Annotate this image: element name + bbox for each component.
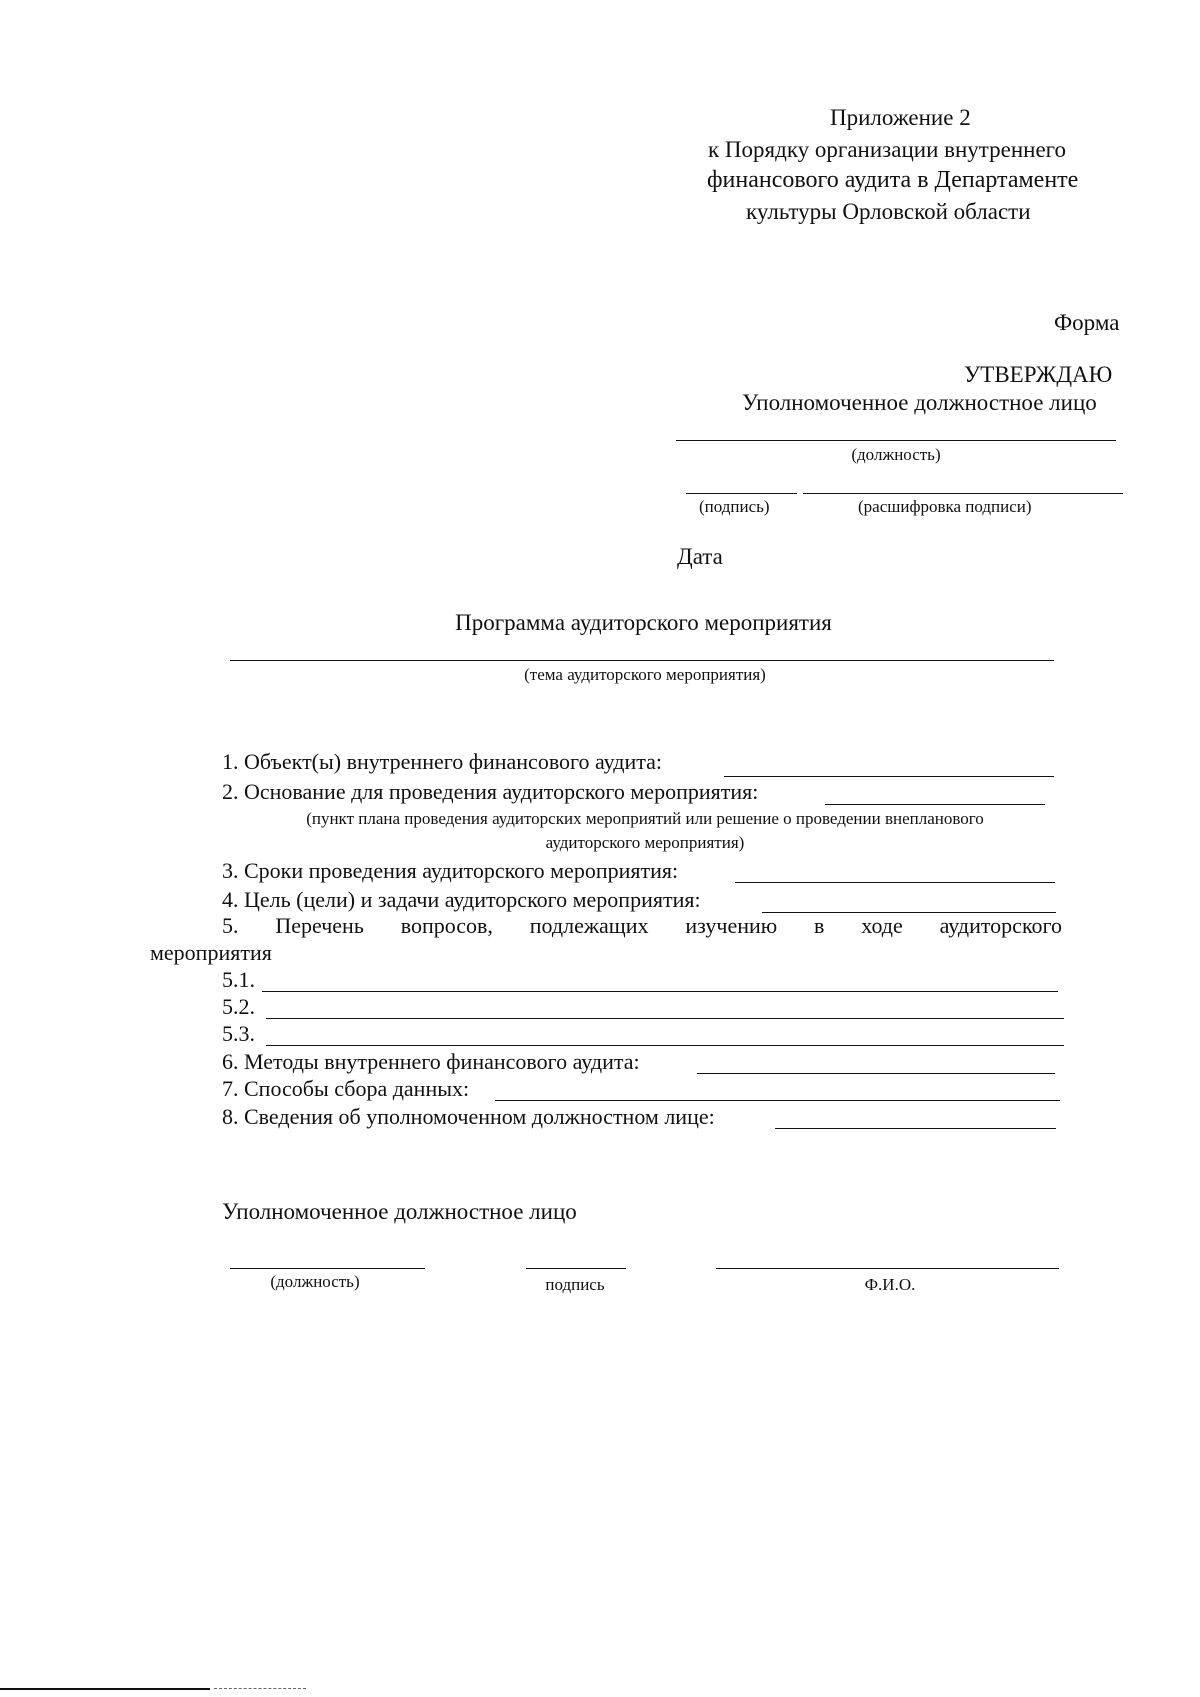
- date-label: Дата: [677, 544, 723, 569]
- appendix-reference-line: финансового аудита в Департаменте: [707, 167, 1079, 193]
- item-8-label: 8. Сведения об уполномоченном должностном лице:: [222, 1104, 715, 1129]
- scan-edge-line: [0, 1688, 210, 1690]
- item-5-word: вопросов,: [400, 913, 493, 938]
- item-5-2-label: 5.2.: [222, 994, 255, 1019]
- item-5-word: Перечень: [275, 913, 364, 938]
- item-5-word: в: [814, 913, 825, 938]
- item-5-3-label: 5.3.: [222, 1021, 255, 1046]
- appendix-reference-line: к Порядку организации внутреннего: [708, 137, 1067, 162]
- position-line: [676, 440, 1116, 441]
- item-8-line: [775, 1128, 1056, 1129]
- item-5-1-line: [262, 991, 1058, 992]
- item-2-label: 2. Основание для проведения аудиторского мероприятия:: [222, 779, 759, 804]
- item-7-line: [495, 1100, 1060, 1101]
- footer-position-line: [230, 1268, 425, 1269]
- topic-line: [230, 660, 1054, 661]
- footer-name-caption: Ф.И.О.: [864, 1275, 916, 1294]
- position-caption: (должность): [851, 445, 941, 464]
- footer-signature-line: [526, 1268, 626, 1269]
- item-4-label: 4. Цель (цели) и задачи аудиторского мероприятия:: [222, 887, 701, 912]
- signature-caption: (подпись): [699, 497, 770, 516]
- item-5-2-line: [266, 1018, 1064, 1019]
- item-5-label: [222, 915, 1062, 937]
- item-2-note: аудиторского мероприятия): [545, 833, 745, 852]
- program-title: Программа аудиторского мероприятия: [455, 610, 832, 635]
- item-3-line: [735, 882, 1055, 883]
- topic-caption: (тема аудиторского мероприятия): [524, 665, 766, 684]
- item-5-word: подлежащих: [529, 913, 649, 938]
- item-6-label: 6. Методы внутреннего финансового аудита:: [222, 1049, 640, 1074]
- signature-line: [686, 493, 797, 494]
- scan-edge-line: [214, 1688, 306, 1689]
- footer-position-caption: (должность): [270, 1272, 360, 1291]
- item-5-word: аудиторского: [939, 913, 1062, 938]
- item-7-label: 7. Способы сбора данных:: [222, 1076, 470, 1101]
- item-5-1-label: 5.1.: [222, 967, 255, 992]
- item-3-label: 3. Сроки проведения аудиторского мероприятия:: [222, 858, 679, 883]
- item-5-word: ходе: [861, 913, 903, 938]
- form-label: Форма: [1054, 310, 1120, 335]
- item-6-line: [697, 1073, 1055, 1074]
- item-5-word: изучению: [685, 913, 778, 938]
- item-1-label: 1. Объект(ы) внутреннего финансового аудита:: [222, 749, 663, 774]
- footer-signature-caption: подпись: [545, 1275, 605, 1294]
- item-5-3-line: [266, 1045, 1064, 1046]
- item-5-word: 5.: [222, 913, 239, 938]
- appendix-reference-line: культуры Орловской области: [746, 199, 1031, 224]
- signature-decoding-caption: (расшифровка подписи): [858, 497, 1032, 516]
- item-2-line: [825, 804, 1045, 805]
- authorized-person-label: Уполномоченное должностное лицо: [742, 390, 1097, 415]
- footer-name-line: [716, 1268, 1059, 1269]
- footer-authorized-person: Уполномоченное должностное лицо: [222, 1199, 577, 1224]
- signature-decoding-line: [803, 493, 1123, 494]
- approve-heading: УТВЕРЖДАЮ: [964, 362, 1113, 387]
- item-1-line: [724, 776, 1054, 777]
- item-2-note: (пункт плана проведения аудиторских мероприятий или решение о проведении внепланового: [306, 809, 984, 828]
- appendix-number: Приложение 2: [830, 105, 971, 130]
- item-5-label-continued: мероприятия: [150, 940, 272, 965]
